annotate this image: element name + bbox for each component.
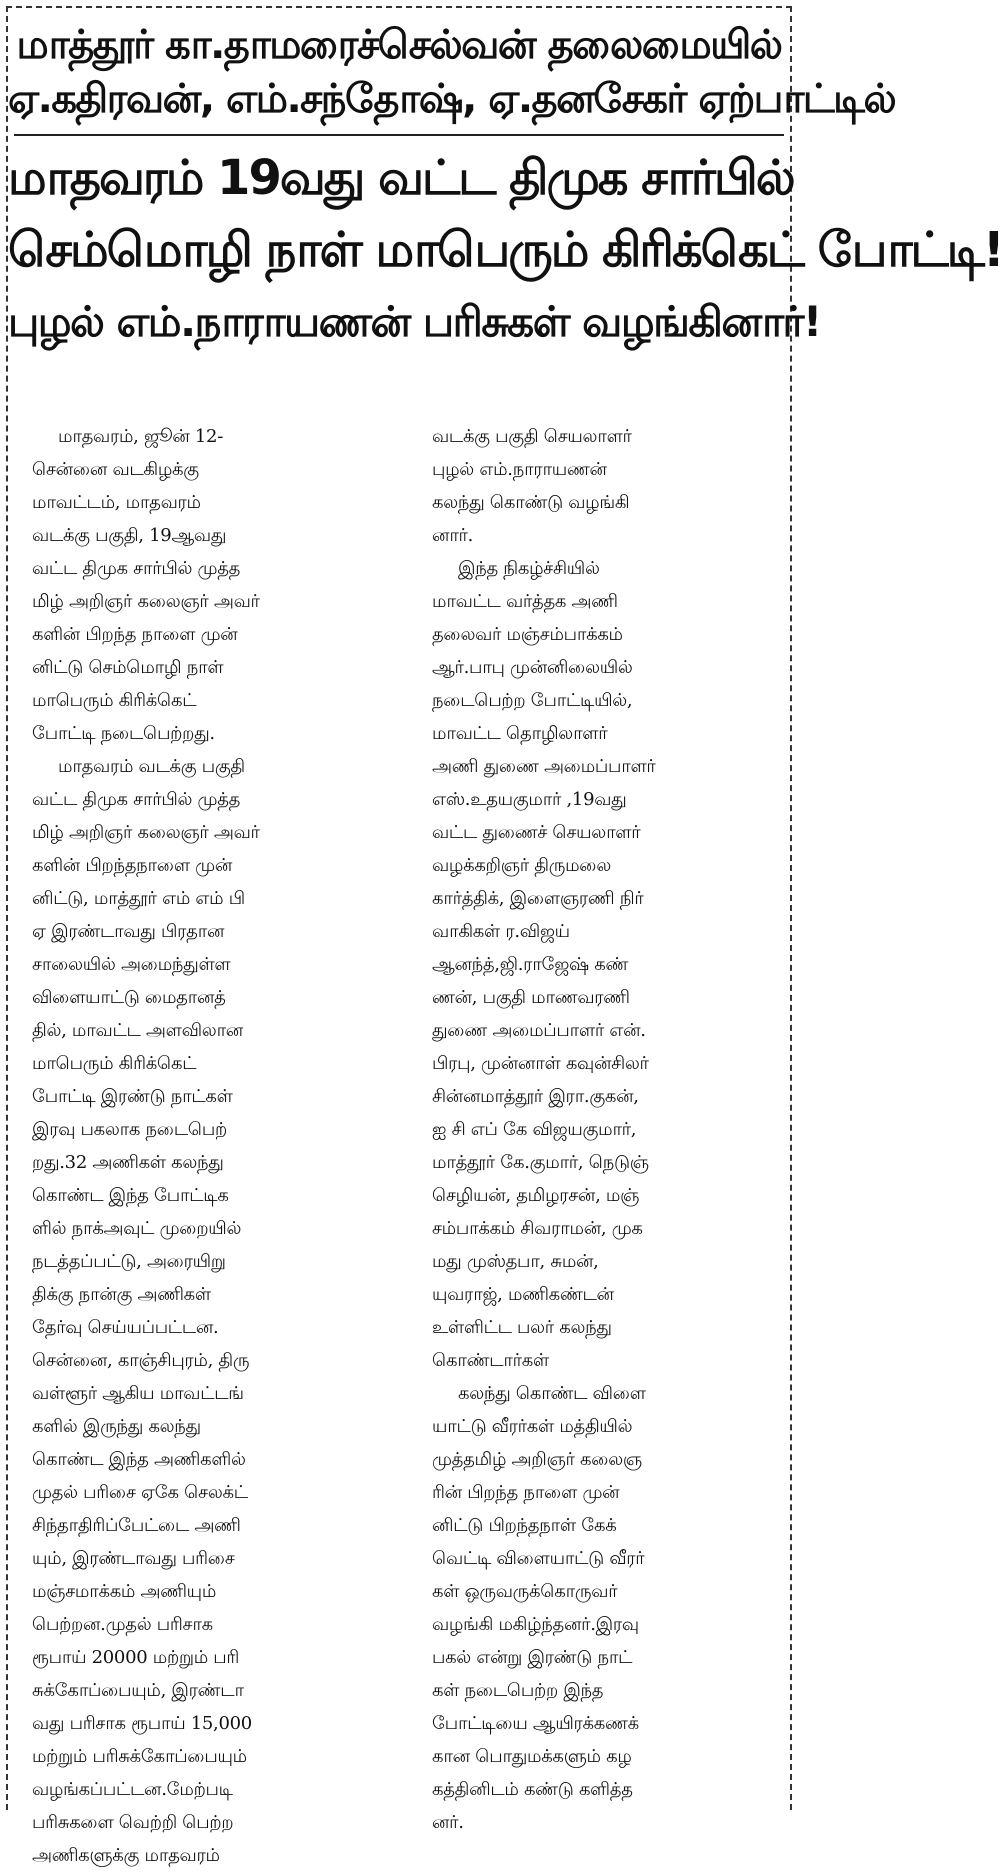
article-line: விளையாட்டு மைதானத் [32,987,226,1008]
article-line: வள்ளூர் ஆகிய மாவட்டங் [32,1383,244,1404]
article-line: மஞ்சமாக்கம் அணியும் [32,1581,217,1602]
article-line: பரிசுகளை வெற்றி பெற்ற [32,1812,234,1833]
article-line: கள் நடைபெற்ற இந்த [432,1680,604,1701]
article-line: களின் பிறந்தநாளை முன் [32,855,233,876]
article-line: னிட்டு பிறந்தநாள் கேக் [432,1515,617,1536]
article-line: மாவட்ட வர்த்தக அணி [432,591,618,612]
article-line: ணன், பகுதி மாணவரணி [432,987,630,1008]
article-line: செழியன், தமிழரசன், மஞ் [432,1185,640,1206]
article-line: ஐ சி எப் கே விஜயகுமார், [432,1119,637,1140]
article-line: சென்னை வடகிழக்கு [32,459,199,480]
article-line: ஆர்.பாபு முன்னிலையில் [432,657,633,678]
article-line: கள் ஒருவருக்கொருவர் [432,1581,618,1602]
article-line: நடைபெற்ற போட்டியில், [432,690,633,711]
article-line: மாவட்ட தொழிலாளர் [432,723,608,744]
article-line: திக்கு நான்கு அணிகள் [32,1284,211,1305]
article-line: சிந்தாதிரிப்பேட்டை அணி [32,1515,241,1536]
article-line: அணிகளுக்கு மாதவரம் [32,1845,220,1866]
headline-line-2: செம்மொழி நாள் மாபெரும் கிரிக்கெட் போட்டி! [8,222,1003,278]
article-line: கலந்து கொண்ட விளை [458,1383,646,1404]
article-line: மது முஸ்தபா, சுமன், [432,1251,599,1272]
article-line: வழக்கறிஞர் திருமலை [432,855,611,876]
article-line: சாலையில் அமைந்துள்ள [32,954,231,975]
article-line: வட்ட திமுக சார்பில் முத்த [32,558,241,579]
article-line: பிரபு, முன்னாள் கவுன்சிலர் [432,1053,649,1074]
article-line: மாதவரம், ஜூன் 12- [58,426,223,447]
article-line: களின் பிறந்த நாளை முன் [32,624,238,645]
article-line: மாவட்டம், மாதவரம் [32,492,201,513]
article-line: நடத்தப்பட்டு, அரையிறு [32,1251,226,1272]
article-line: கத்தினிடம் கண்டு களித்த [432,1779,633,1800]
article-line: களில் இருந்து கலந்து [32,1416,201,1437]
subheadline: புழல் எம்.நாராயணன் பரிசுகள் வழங்கினார்! [8,297,821,346]
article-line: மிழ் அறிஞர் கலைஞர் அவர் [32,822,260,843]
article-line: மாபெரும் கிரிக்கெட் [32,690,197,711]
article-line: யும், இரண்டாவது பரிசை [32,1548,235,1569]
article-line: னிட்டு, மாத்தூர் எம் எம் பி [32,888,245,909]
article-line: வழங்கி மகிழ்ந்தனர்.இரவு [432,1614,639,1635]
article-line: மாதவரம் வடக்கு பகுதி [58,756,245,777]
article-line: முதல் பரிசை ஏகே செலக்ட் [32,1482,248,1503]
headline-line-1: மாதவரம் 19வது வட்ட திமுக சார்பில் [8,150,794,206]
kicker-line-1: மாத்தூர் கா.தாமரைச்செல்வன் தலைமையில் [16,22,782,68]
article-line: கான பொதுமக்களும் கழ [432,1746,632,1767]
article-line: வடக்கு பகுதி, 19ஆவது [32,525,227,546]
article-line: ஆனந்த்,ஜி.ராஜேஷ் கண் [432,954,629,975]
article-line: போட்டியை ஆயிரக்கணக் [432,1713,639,1734]
article-line: போட்டி நடைபெற்றது. [32,723,215,744]
newspaper-clipping [6,6,1003,1866]
article-line: புழல் எம்.நாராயணன் [432,459,607,480]
article-line: கொண்ட இந்த அணிகளில் [32,1449,246,1470]
article-line: கொண்டார்கள் [432,1350,549,1371]
article-line: சம்பாக்கம் சிவராமன், முக [432,1218,643,1239]
article-line: சின்னமாத்தூர் இரா.குகன், [432,1086,639,1107]
article-line: கொண்ட இந்த போட்டிக [32,1185,229,1206]
article-line: பகல் என்று இரண்டு நாட் [432,1647,633,1668]
article-line: ளில் நாக்அவுட் முறையில் [32,1218,242,1239]
article-line: இந்த நிகழ்ச்சியில் [458,558,600,579]
kicker-line-2: ஏ.கதிரவன், எம்.சந்தோஷ், ஏ.தனசேகர் ஏற்பாட்டில் [8,76,896,122]
article-line: போட்டி இரண்டு நாட்கள் [32,1086,233,1107]
article-line: அணி துணை அமைப்பாளர் [432,756,656,777]
article-line: சென்னை, காஞ்சிபுரம், திரு [32,1350,250,1371]
article-line: மாபெரும் கிரிக்கெட் [32,1053,197,1074]
article-line: முத்தமிழ் அறிஞர் கலைஞ [432,1449,642,1470]
article-line: வழங்கப்பட்டன.மேற்படி [32,1779,233,1800]
article-line: துணை அமைப்பாளர் என். [432,1020,646,1041]
article-line: எஸ்.உதயகுமார் ,19வது [432,789,627,810]
article-line: வெட்டி விளையாட்டு வீரர் [432,1548,645,1569]
article-line: மாத்தூர் கே.குமார், நெடுஞ் [432,1152,649,1173]
article-line: றது.32 அணிகள் கலந்து [32,1152,224,1173]
article-line: உள்ளிட்ட பலர் கலந்து [432,1317,612,1338]
article-line: வட்ட திமுக சார்பில் முத்த [32,789,241,810]
article-line: வடக்கு பகுதி செயலாளர் [432,426,632,447]
article-line: வட்ட துணைச் செயலாளர் [432,822,641,843]
article-line: னிட்டு செம்மொழி நாள் [32,657,224,678]
article-line: யுவராஜ், மணிகண்டன் [432,1284,614,1305]
article-line: கலந்து கொண்டு வழங்கி [432,492,630,513]
divider [14,134,784,136]
article-line: மற்றும் பரிசுக்கோப்பையும் [32,1746,247,1767]
article-column-left [32,420,382,1872]
article-line: ஏ இரண்டாவது பிரதான [32,921,225,942]
article-line: கார்த்திக், இளைஞரணி நிர் [432,888,644,909]
article-line: இரவு பகலாக நடைபெற் [32,1119,227,1140]
article-line: மிழ் அறிஞர் கலைஞர் அவர் [32,591,260,612]
article-line: தலைவர் மஞ்சம்பாக்கம் [432,624,623,645]
article-line: ரின் பிறந்த நாளை முன் [432,1482,620,1503]
article-column-right [432,420,782,1872]
article-line: வாகிகள் ர.விஜய் [432,921,570,942]
article-line: தில், மாவட்ட அளவிலான [32,1020,243,1041]
article-line: சுக்கோப்பையும், இரண்டா [32,1680,244,1701]
article-line: தேர்வு செய்யப்பட்டன. [32,1317,219,1338]
article-line: வது பரிசாக ரூபாய் 15,000 [32,1713,252,1734]
article-line: னர். [432,1812,464,1833]
article-line: னார். [432,525,474,546]
article-line: ரூபாய் 20000 மற்றும் பரி [32,1647,240,1668]
article-line: பெற்றன.முதல் பரிசாக [32,1614,213,1635]
article-body [8,420,790,1872]
article-line: யாட்டு வீரர்கள் மத்தியில் [432,1416,633,1437]
